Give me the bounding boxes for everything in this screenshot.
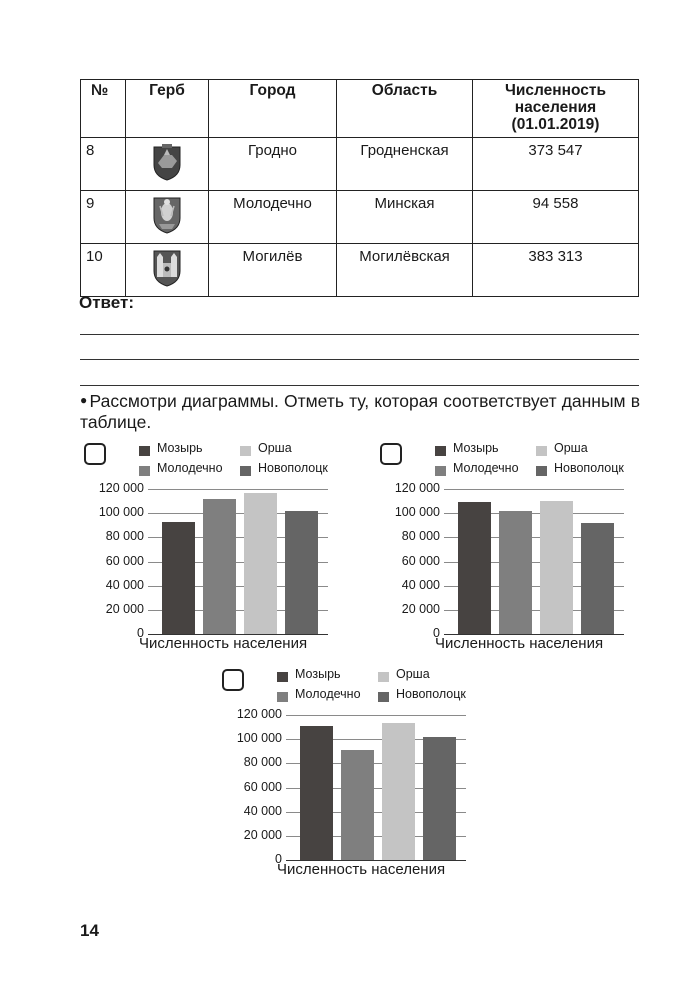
header-population: Численность населения (01.01.2019) bbox=[473, 80, 639, 138]
y-tick-label: 80 000 bbox=[243, 755, 282, 770]
header-number: № bbox=[81, 80, 126, 138]
mogilev-crest-icon bbox=[150, 247, 184, 287]
task-instruction bbox=[80, 390, 640, 433]
legend-label: Новополоцк bbox=[396, 687, 466, 701]
y-tick-label: 100 000 bbox=[98, 505, 144, 520]
legend-label: Молодечно bbox=[157, 461, 223, 475]
legend-label: Орша bbox=[554, 441, 588, 455]
legend-swatch bbox=[536, 446, 547, 456]
chart-option-1 bbox=[84, 440, 404, 655]
bar-Новополоцк bbox=[423, 737, 456, 860]
answer-line[interactable] bbox=[80, 385, 639, 386]
legend-swatch bbox=[435, 466, 446, 476]
y-tick-label: 20 000 bbox=[401, 601, 440, 616]
row-city: Молодечно bbox=[209, 191, 337, 244]
bullet-icon: ● bbox=[80, 393, 88, 407]
y-tick-label: 20 000 bbox=[243, 827, 282, 842]
legend-swatch bbox=[240, 466, 251, 476]
crest-cell bbox=[126, 244, 209, 297]
y-tick-label: 40 000 bbox=[401, 577, 440, 592]
x-axis-label: Численность населения bbox=[435, 635, 604, 652]
y-tick-label: 120 000 bbox=[236, 707, 282, 721]
y-tick-label: 120 000 bbox=[394, 481, 440, 495]
row-region: Гродненская bbox=[337, 138, 473, 191]
x-axis-label: Численность населения bbox=[277, 861, 446, 878]
bar-Мозырь bbox=[458, 502, 491, 634]
answer-checkbox[interactable] bbox=[222, 669, 244, 691]
y-tick-label: 0 bbox=[433, 626, 440, 640]
y-tick-label: 100 000 bbox=[394, 505, 440, 520]
y-tick-label: 40 000 bbox=[243, 803, 282, 818]
legend-swatch bbox=[139, 466, 150, 476]
row-population: 373 547 bbox=[473, 138, 639, 191]
table-row bbox=[81, 191, 639, 244]
answer-checkbox[interactable] bbox=[380, 443, 402, 465]
row-region: Могилёвская bbox=[337, 244, 473, 297]
row-number: 8 bbox=[81, 138, 126, 191]
row-number: 10 bbox=[81, 244, 126, 297]
bar-Мозырь bbox=[300, 726, 333, 860]
header-city: Город bbox=[209, 80, 337, 138]
x-axis-label: Численность населения bbox=[139, 635, 308, 652]
y-tick-label: 60 000 bbox=[243, 779, 282, 794]
legend-swatch bbox=[139, 446, 150, 456]
table-header-row bbox=[81, 80, 639, 138]
y-tick-label: 20 000 bbox=[105, 601, 144, 616]
legend-label: Новополоцк bbox=[258, 461, 328, 475]
legend-swatch bbox=[378, 672, 389, 682]
crest-cell bbox=[126, 138, 209, 191]
legend-label: Молодечно bbox=[453, 461, 519, 475]
gridline bbox=[148, 489, 328, 490]
y-tick-label: 120 000 bbox=[98, 481, 144, 495]
chart-option-2 bbox=[380, 440, 691, 655]
legend-swatch bbox=[277, 692, 288, 702]
crest-cell bbox=[126, 191, 209, 244]
y-tick-label: 60 000 bbox=[105, 553, 144, 568]
y-tick-label: 0 bbox=[137, 626, 144, 640]
answer-line[interactable] bbox=[80, 359, 639, 360]
legend-swatch bbox=[378, 692, 389, 702]
bar-Молодечно bbox=[341, 750, 374, 860]
task-text: Рассмотри диаграммы. Отметь ту, которая соответствует данным в таблице. bbox=[80, 391, 640, 432]
bar-Орша bbox=[540, 501, 573, 634]
row-city: Гродно bbox=[209, 138, 337, 191]
bar-Новополоцк bbox=[285, 511, 318, 634]
legend-label: Мозырь bbox=[295, 667, 341, 681]
gridline bbox=[444, 489, 624, 490]
grodno-crest-icon bbox=[150, 141, 184, 181]
y-tick-label: 40 000 bbox=[105, 577, 144, 592]
legend-label: Новополоцк bbox=[554, 461, 624, 475]
row-city: Могилёв bbox=[209, 244, 337, 297]
legend-swatch bbox=[435, 446, 446, 456]
molodechno-crest-icon bbox=[150, 194, 184, 234]
table-row bbox=[81, 244, 639, 297]
answer-line[interactable] bbox=[80, 334, 639, 335]
answer-checkbox[interactable] bbox=[84, 443, 106, 465]
table-row bbox=[81, 138, 639, 191]
y-tick-label: 80 000 bbox=[105, 529, 144, 544]
legend-label: Мозырь bbox=[453, 441, 499, 455]
population-table bbox=[80, 79, 639, 297]
y-tick-label: 60 000 bbox=[401, 553, 440, 568]
row-population: 94 558 bbox=[473, 191, 639, 244]
legend-label: Орша bbox=[396, 667, 430, 681]
header-crest: Герб bbox=[126, 80, 209, 138]
row-region: Минская bbox=[337, 191, 473, 244]
bar-Новополоцк bbox=[581, 523, 614, 634]
legend-label: Молодечно bbox=[295, 687, 361, 701]
chart-option-3 bbox=[222, 666, 542, 881]
legend-label: Орша bbox=[258, 441, 292, 455]
row-population: 383 313 bbox=[473, 244, 639, 297]
y-tick-label: 100 000 bbox=[236, 731, 282, 746]
legend-swatch bbox=[277, 672, 288, 682]
bar-Орша bbox=[382, 723, 415, 860]
answer-label: Ответ: bbox=[79, 293, 134, 312]
y-tick-label: 80 000 bbox=[401, 529, 440, 544]
legend-label: Мозырь bbox=[157, 441, 203, 455]
bar-Молодечно bbox=[203, 499, 236, 634]
bar-Мозырь bbox=[162, 522, 195, 634]
page-number: 14 bbox=[80, 921, 99, 940]
legend-swatch bbox=[536, 466, 547, 476]
bar-Орша bbox=[244, 493, 277, 634]
gridline bbox=[286, 715, 466, 716]
header-region: Область bbox=[337, 80, 473, 138]
bar-Молодечно bbox=[499, 511, 532, 634]
legend-swatch bbox=[240, 446, 251, 456]
row-number: 9 bbox=[81, 191, 126, 244]
y-tick-label: 0 bbox=[275, 852, 282, 866]
